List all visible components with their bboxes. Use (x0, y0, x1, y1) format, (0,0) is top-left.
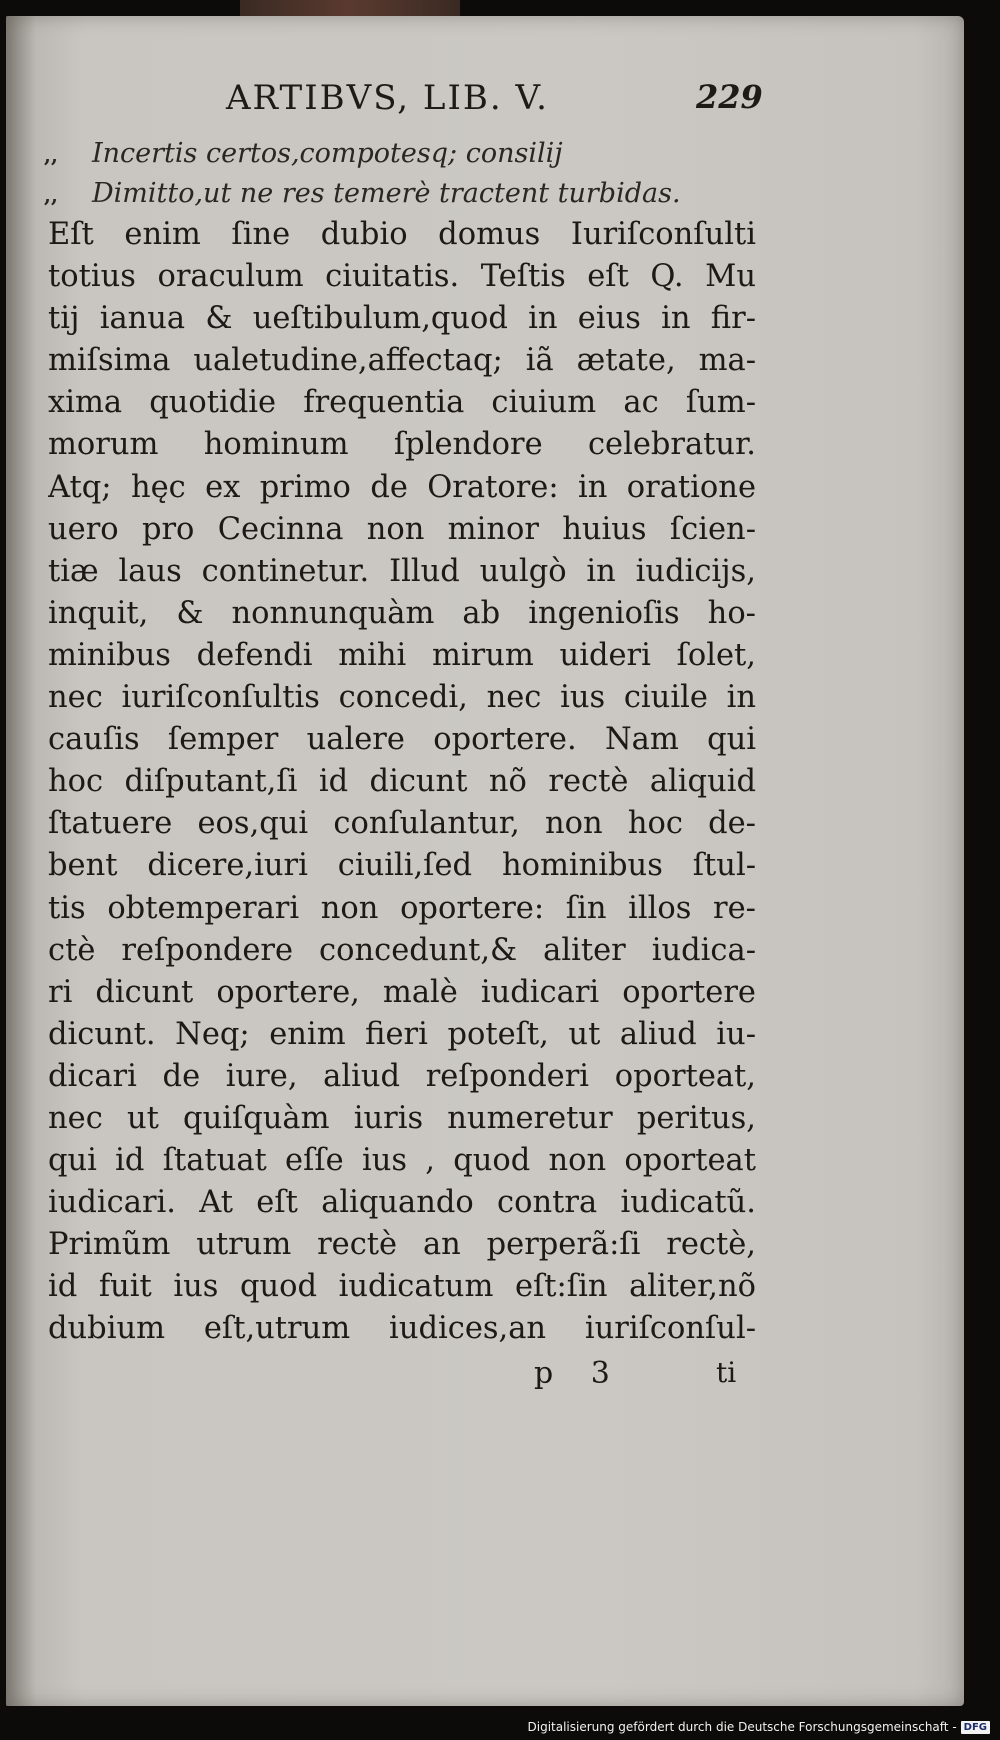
dfg-logo: DFG (961, 1721, 990, 1734)
text-line: ctè reſpondere concedunt,& aliter iudica- (48, 932, 756, 968)
text-line: xima quotidie frequentia ciuium ac ſum- (48, 385, 756, 421)
text-line: iudicari. At eſt aliquando contra iudicatũ. (48, 1185, 756, 1221)
text-line: ſtatuere eos,qui conſulantur, non hoc de- (48, 806, 756, 842)
text-line: totius oraculum ciuitatis. Teſtis eſt Q. Mu (48, 259, 756, 295)
text-line: tiæ laus continetur. Illud uulgò in iudicijs, (48, 553, 756, 589)
text-line: bent dicere,iuri ciuili,ſed hominibus ſtul- (48, 848, 756, 884)
quote-text: Incertis certos,compotesq; consilij (92, 138, 563, 169)
credit-text: Digitalisierung gefördert durch die Deutsche Forschungsgemeinschaft - (527, 1720, 957, 1734)
gutter-shadow (6, 16, 36, 1706)
text-line: inquit, & nonnunquàm ab ingenioſis ho- (48, 595, 756, 631)
digitization-credit (528, 1720, 991, 1734)
text-line: morum hominum ſplendore celebratur. (48, 427, 756, 463)
running-head: ARTIBVS, LIB. V. (226, 78, 549, 118)
text-line: dicari de iure, aliud reſponderi oporteat, (48, 1058, 756, 1094)
text-line: Eſt enim ſine dubio domus Iuriſconſulti (48, 217, 756, 252)
quote-text: Dimitto,ut ne res temerè tractent turbidas. (92, 178, 681, 209)
text-line: miſsima ualetudine,affectaq; iã ætate, ma- (48, 343, 756, 379)
text-line: uero pro Cecinna non minor huius ſcien- (48, 511, 756, 547)
text-line: Atq; hęc ex primo de Oratore: in oratione (48, 469, 756, 505)
text-line: nec ut quiſquàm iuris numeretur peritus, (48, 1100, 756, 1136)
text-line: nec iuriſconſultis concedi, nec ius ciuile in (48, 680, 756, 716)
text-line: tij ianua & ueſtibulum,quod in eius in fir- (48, 301, 756, 337)
quote-line (44, 134, 944, 174)
text-line: qui id ſtatuat eſſe ius , quod non oporteat (48, 1143, 756, 1179)
book-page (6, 16, 964, 1706)
page-header (6, 78, 964, 124)
body-text (48, 214, 756, 1351)
text-line: hoc diſputant,ſi id dicunt nõ rectè aliquid (48, 764, 756, 800)
page-footer (6, 1356, 964, 1396)
binding-strip (240, 0, 460, 16)
quote-mark: ,, (44, 183, 58, 207)
text-line: ri dicunt oportere, malè iudicari oportere (48, 974, 756, 1010)
quoted-verse (44, 134, 944, 214)
text-line: minibus defendi mihi mirum uideri ſolet, (48, 637, 756, 673)
quote-mark: ,, (44, 143, 58, 167)
page-number: 229 (696, 78, 763, 116)
text-line: Primũm utrum rectè an perperã:ſi rectè, (48, 1227, 756, 1263)
quote-line (44, 174, 944, 214)
text-line: dubium eſt,utrum iudices,an iuriſconſul- (48, 1311, 756, 1347)
text-line: tis obtemperari non oportere: ſin illos re- (48, 890, 756, 926)
text-line: id fuit ius quod iudicatum eſt:ſin aliter,nõ (48, 1269, 756, 1305)
text-line: dicunt. Neq; enim fieri poteſt, ut aliud iu- (48, 1016, 756, 1052)
signature-mark: p 3 (534, 1356, 624, 1391)
text-line: cauſis ſemper ualere oportere. Nam qui (48, 722, 756, 758)
catchword: ti (716, 1356, 737, 1389)
